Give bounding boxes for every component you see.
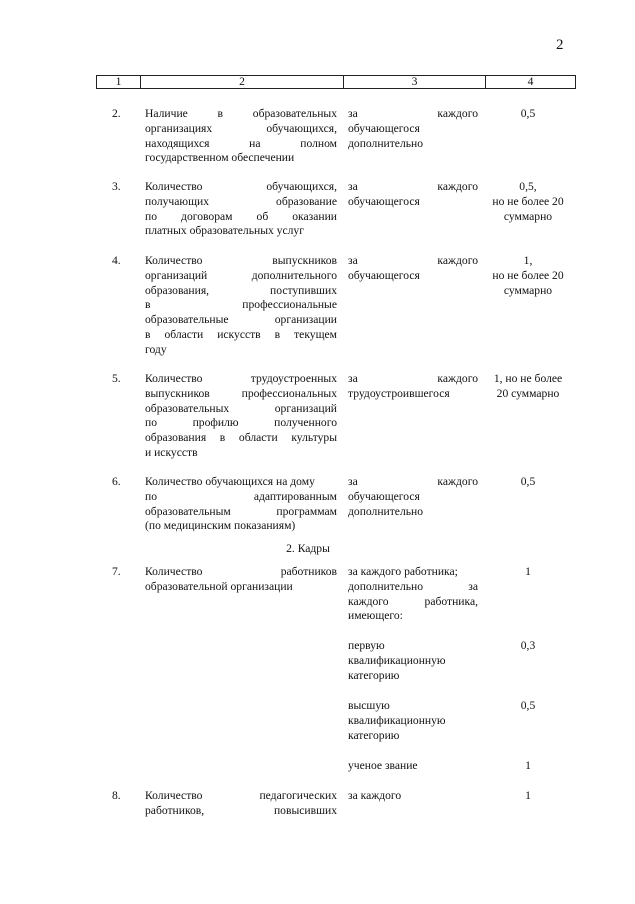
column-header-row [96,75,576,89]
indicator-cell: Количество трудоустроенных выпускников профессиональных образовательных организаций по профилю полученного образования в области культуры и искусств [145,372,337,459]
points-cell: 0,5 [520,475,536,488]
column-header-2: 2 [141,76,344,89]
indicator-cell: Количество обучающихся, получающих образование по договорам об оказании платных образовательных услуг [145,180,337,238]
indicator-cell: Наличие в образовательных организациях обучающихся, находящихся на полном государственном обеспечении [145,107,337,165]
row-number: 7. [112,565,121,578]
indicator-cell: Количество обучающихся на дому по адаптированным образовательным программам (по медицинским показаниям) [145,475,337,533]
row-number: 2. [112,107,121,120]
row-number: 6. [112,475,121,488]
unit-cell: за каждого [348,789,402,802]
unit-cell: ученое звание [348,759,418,772]
unit-cell: за каждого обучающегося [348,254,478,282]
points-cell: 1, но не более 20 суммарно [492,254,564,297]
row-number: 3. [112,180,121,193]
unit-cell: за каждого трудоустроившегося [348,372,478,400]
points-cell: 1 [525,789,531,802]
row-number: 8. [112,789,121,802]
points-cell: 1 [525,565,531,578]
points-cell: 0,5 [520,699,536,712]
indicator-cell: Количество выпускников организаций дополнительного образования, поступивших в профессиональные образовательные организации в области искусств в текущем году [145,254,337,356]
unit-cell: высшую квалификационную категорию [348,699,446,742]
section-title: 2. Кадры [286,542,330,555]
points-cell: 0,3 [520,639,536,652]
indicator-cell: Количество педагогических работников, повысивших [145,789,337,817]
points-cell: 1, но не более 20 суммарно [493,372,563,400]
row-number: 4. [112,254,121,267]
column-header-1: 1 [97,76,141,89]
points-cell: 1 [525,759,531,772]
points-cell: 0,5 [520,107,536,120]
unit-cell: за каждого обучающегося дополнительно [348,107,478,150]
row-number: 5. [112,372,121,385]
indicator-cell: Количество работников образовательной организации [145,565,337,593]
unit-cell: за каждого обучающегося [348,180,478,208]
unit-cell: первую квалификационную категорию [348,639,446,682]
unit-cell: за каждого обучающегося дополнительно [348,475,478,518]
page-number: 2 [556,37,564,53]
column-header-3: 3 [344,76,486,89]
points-cell: 0,5, но не более 20 суммарно [492,180,564,223]
unit-cell: за каждого работника; дополнительно за каждого работника, имеющего: [348,565,478,623]
column-header-4: 4 [486,76,576,89]
